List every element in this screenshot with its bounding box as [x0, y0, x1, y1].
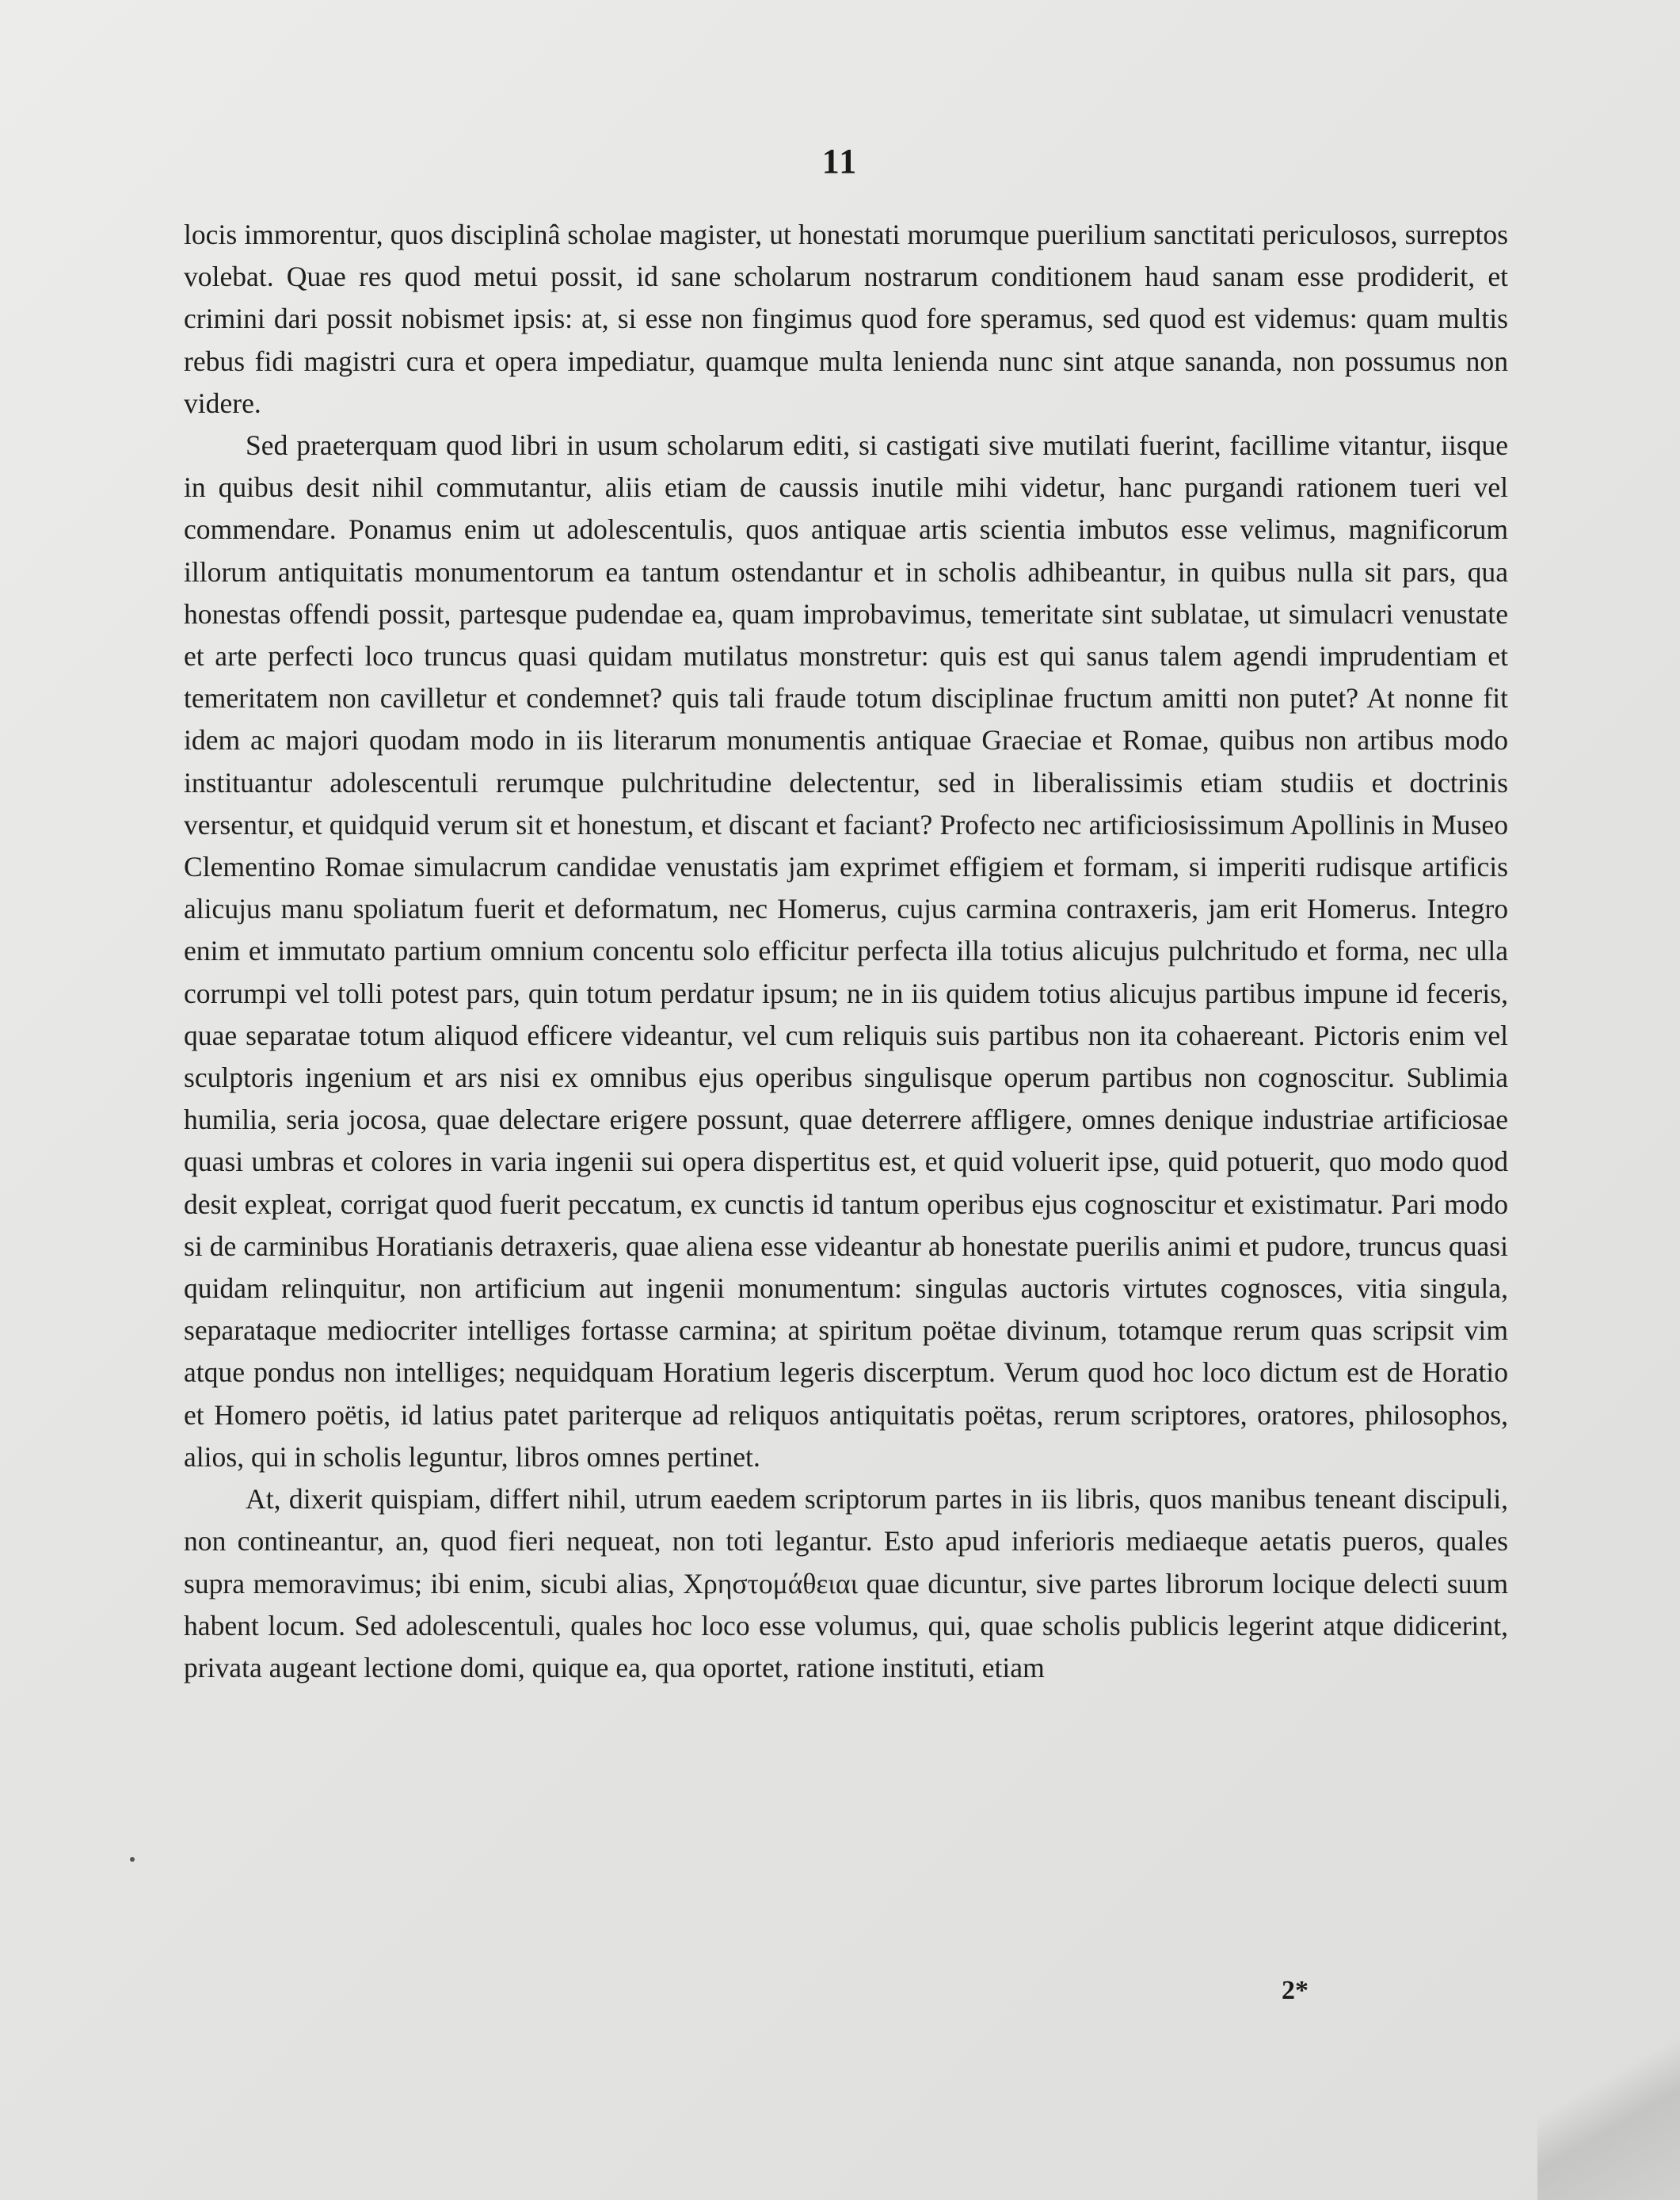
page-corner-shadow	[1537, 1915, 1680, 2200]
margin-mark	[130, 1857, 135, 1862]
body-text	[184, 214, 1508, 1689]
paragraph-continuation: locis immorentur, quos disciplinâ scholae magister, ut honestati morumque puerilium sanctitati periculosos, surreptos volebat. Quae res quod metui possit, id sane scholarum nostrarum conditionem haud sanam esse prodiderit, et crimini dari possit nobismet ipsis: at, si esse non fingimus quod fore speramus, sed quod est videmus: quam multis rebus fidi magistri cura et opera impediatur, quamque multa lenienda nunc sint atque sananda, non possumus non videre.	[184, 219, 1508, 419]
paragraph: At, dixerit quispiam, differt nihil, utrum eaedem scriptorum partes in iis libris, quos manibus teneant discipuli, non contineantur, an, quod fieri nequeat, non toti legantur. Esto apud inferioris mediaeque aetatis pueros, quales supra memoravimus; ibi enim, sicubi alias, Χρηστομάθειαι quae dicuntur, sive partes librorum locique delecti suum habent locum. Sed adolescentuli, quales hoc loco esse volumus, qui, quae scholis publicis legerint atque didicerint, privata augeant lectione domi, quique ea, qua oportet, ratione instituti, etiam	[184, 1483, 1508, 1683]
paragraph: Sed praeterquam quod libri in usum scholarum editi, si castigati sive mutilati fuerint, facillime vitantur, iisque in quibus desit nihil commutantur, aliis etiam de caussis inutile mihi videtur, hanc purgandi rationem tueri vel commendare. Ponamus enim ut adolescentulis, quos antiquae artis scientia imbutos esse velimus, magnificorum illorum antiquitatis monumentorum ea tantum ostendantur et in scholis adhibeantur, in quibus nulla sit pars, qua honestas offendi possit, partesque pudendae ea, quam improbavimus, temeritate sint sublatae, ut simulacri venustate et arte perfecti loco truncus quasi quidam mutilatus monstretur: quis est qui sanus talem agendi imprudentiam et temeritatem non cavilletur et condemnet? quis tali fraude totum disciplinae fructum amitti non putet? At nonne fit idem ac majori quodam modo in iis literarum monumentis antiquae Graeciae et Romae, quibus non artibus modo instituantur adolescentuli rerumque pulchritudine delectentur, sed in liberalissimis etiam studiis et doctrinis versentur, et quidquid verum sit et honestum, et discant et faciant? Profecto nec artificiosissimum Apollinis in Museo Clementino Romae simulacrum candidae venustatis jam exprimet effigiem et formam, si imperiti rudisque artificis alicujus manu spoliatum fuerit et deformatum, nec Homerus, cujus carmina contraxeris, jam erit Homerus. Integro enim et immutato partium omnium concentu solo efficitur perfecta illa totius alicujus pulchritudo et forma, nec ulla corrumpi vel tolli potest pars, quin totum perdatur ipsum; ne in iis quidem totius alicujus partibus impune id feceris, quae separatae totum aliquod efficere videantur, vel cum reliquis suis partibus non ita cohaereant. Pictoris enim vel sculptoris ingenium et ars nisi ex omnibus ejus operibus singulisque operum partibus non cognoscitur. Sublimia humilia, seria jocosa, quae delectare erigere possunt, quae deterrere affligere, omnes denique industriae artificiosae quasi umbras et colores in varia ingenii sui opera dispertitus est, et quid voluerit ipse, quid potuerit, quo modo quod desit expleat, corrigat quod fuerit peccatum, ex cunctis id tantum operibus ejus cognoscitur et existimatur. Pari modo si de carminibus Horatianis detraxeris, quae aliena esse videantur ab honestate puerilis animi et pudore, truncus quasi quidam relinquitur, non artificium aut ingenii monumentum: singulas auctoris virtutes cognosces, vitia singula, separataque mediocriter intelliges fortasse carmina; at spiritum poëtae divinum, totamque rerum quas scripsit vim atque pondus non intelliges; nequidquam Horatium legeris discerptum. Verum quod hoc loco dictum est de Horatio et Homero poëtis, id latius patet pariterque ad reliquos antiquitatis poëtas, rerum scriptores, oratores, philosophos, alios, qui in scholis leguntur, libros omnes pertinet.	[184, 429, 1508, 1473]
signature-mark: 2*	[1282, 1976, 1309, 2005]
page-number: 11	[821, 142, 859, 181]
